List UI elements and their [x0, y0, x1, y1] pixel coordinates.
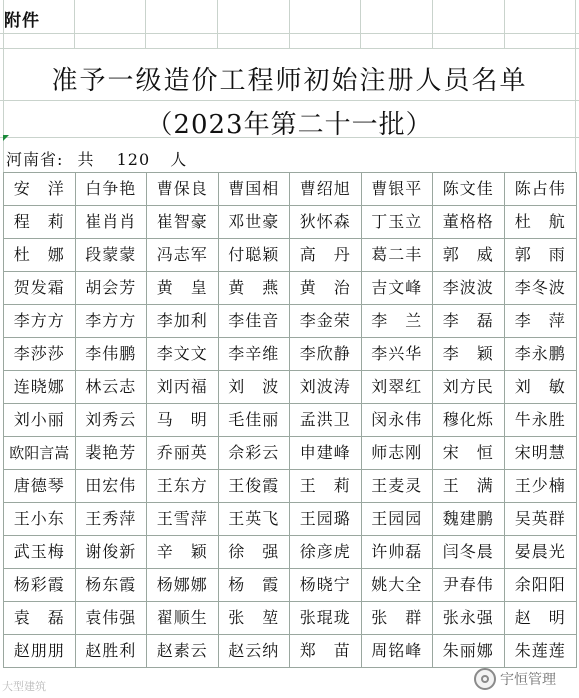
- name-cell[interactable]: 刘 波: [219, 371, 291, 404]
- name-cell[interactable]: 王英飞: [219, 503, 291, 536]
- table-row: [4, 602, 577, 635]
- name-cell[interactable]: 林云志: [76, 371, 148, 404]
- name-cell[interactable]: 朱莲莲: [505, 635, 578, 668]
- name-cell[interactable]: 吉文峰: [362, 272, 434, 305]
- name-cell[interactable]: 徐彦虎: [290, 536, 362, 569]
- name-cell[interactable]: 王俊霞: [219, 470, 291, 503]
- name-cell[interactable]: 穆化烁: [433, 404, 505, 437]
- name-cell[interactable]: 田宏伟: [76, 470, 148, 503]
- name-cell[interactable]: 赵胜利: [76, 635, 148, 668]
- total-count: 120: [116, 150, 151, 169]
- name-cell[interactable]: 李 颖: [433, 338, 505, 371]
- name-cell[interactable]: 武玉梅: [4, 536, 76, 569]
- name-cell[interactable]: 赵云纳: [219, 635, 291, 668]
- name-cell[interactable]: 黄 燕: [219, 272, 291, 305]
- name-cell[interactable]: 毛佳丽: [219, 404, 291, 437]
- name-cell[interactable]: 李文文: [147, 338, 219, 371]
- name-cell[interactable]: 李 兰: [362, 305, 434, 338]
- grid-line: [0, 33, 579, 34]
- grid-line: [145, 0, 146, 48]
- name-cell[interactable]: 翟顺生: [147, 602, 219, 635]
- name-cell[interactable]: 李佳音: [219, 305, 291, 338]
- table-row: [4, 338, 577, 371]
- table-row: [4, 272, 577, 305]
- name-cell[interactable]: 李辛维: [219, 338, 291, 371]
- name-cell[interactable]: 邓世豪: [219, 206, 291, 239]
- name-cell[interactable]: 李 磊: [433, 305, 505, 338]
- name-cell[interactable]: 杨彩霞: [4, 569, 76, 602]
- name-cell[interactable]: 李永鹏: [505, 338, 578, 371]
- name-cell[interactable]: 刘丙福: [147, 371, 219, 404]
- count-summary: [6, 147, 195, 170]
- name-cell[interactable]: 杨晓宁: [290, 569, 362, 602]
- table-row: [4, 437, 577, 470]
- name-cell[interactable]: 姚大全: [362, 569, 434, 602]
- name-cell[interactable]: 赵 明: [505, 602, 578, 635]
- name-cell[interactable]: 朱丽娜: [433, 635, 505, 668]
- province-label: 河南省:: [6, 150, 64, 169]
- name-cell[interactable]: 许帅磊: [362, 536, 434, 569]
- watermark-left: 大型建筑: [2, 680, 46, 693]
- name-cell[interactable]: 杜 娜: [4, 239, 76, 272]
- name-cell[interactable]: 崔智豪: [147, 206, 219, 239]
- table-row: [4, 404, 577, 437]
- name-cell[interactable]: 赵素云: [147, 635, 219, 668]
- name-cell[interactable]: 辛 颖: [147, 536, 219, 569]
- name-cell[interactable]: 高 丹: [290, 239, 362, 272]
- name-cell[interactable]: 师志刚: [362, 437, 434, 470]
- table-row: [4, 173, 577, 206]
- name-cell[interactable]: 黄 治: [290, 272, 362, 305]
- name-cell[interactable]: 白争艳: [76, 173, 148, 206]
- name-cell[interactable]: 李加利: [147, 305, 219, 338]
- name-cell[interactable]: 徐 强: [219, 536, 291, 569]
- name-cell[interactable]: 余阳阳: [505, 569, 578, 602]
- name-cell[interactable]: 张琨珑: [290, 602, 362, 635]
- name-cell[interactable]: 尹春伟: [433, 569, 505, 602]
- table-row: [4, 503, 577, 536]
- name-cell[interactable]: 李欣静: [290, 338, 362, 371]
- wechat-logo-icon: [474, 668, 496, 690]
- name-cell[interactable]: 杜 航: [505, 206, 578, 239]
- name-cell[interactable]: 王少楠: [505, 470, 578, 503]
- name-cell[interactable]: 王东方: [147, 470, 219, 503]
- name-cell[interactable]: 裴艳芳: [76, 437, 148, 470]
- table-row: [4, 206, 577, 239]
- name-cell[interactable]: 曹银平: [362, 173, 434, 206]
- name-cell[interactable]: 李莎莎: [4, 338, 76, 371]
- name-cell[interactable]: 佘彩云: [219, 437, 291, 470]
- grid-line: [0, 48, 579, 49]
- name-cell[interactable]: 宋 恒: [433, 437, 505, 470]
- name-cell[interactable]: 李 萍: [505, 305, 578, 338]
- name-cell[interactable]: 郭 雨: [505, 239, 578, 272]
- name-cell[interactable]: 李冬波: [505, 272, 578, 305]
- name-cell[interactable]: 李兴华: [362, 338, 434, 371]
- name-cell[interactable]: 贺发霜: [4, 272, 76, 305]
- name-cell[interactable]: 丁玉立: [362, 206, 434, 239]
- page-subtitle: （2023年第二十一批）: [146, 110, 433, 140]
- total-prefix: 共: [77, 150, 95, 169]
- name-cell[interactable]: 赵朋朋: [4, 635, 76, 668]
- table-row: [4, 470, 577, 503]
- name-cell[interactable]: 袁 磊: [4, 602, 76, 635]
- name-cell[interactable]: 王雪萍: [147, 503, 219, 536]
- name-cell[interactable]: 王 莉: [290, 470, 362, 503]
- table-row: [4, 305, 577, 338]
- name-cell[interactable]: 杨东霞: [76, 569, 148, 602]
- grid-line: [432, 0, 433, 48]
- name-cell[interactable]: 曹保良: [147, 173, 219, 206]
- name-cell[interactable]: 崔肖肖: [76, 206, 148, 239]
- table-row: [4, 536, 577, 569]
- name-cell[interactable]: 闫冬晨: [433, 536, 505, 569]
- name-cell[interactable]: 谢俊新: [76, 536, 148, 569]
- name-cell[interactable]: 刘小丽: [4, 404, 76, 437]
- name-cell[interactable]: 狄怀森: [290, 206, 362, 239]
- name-cell[interactable]: 周铭峰: [362, 635, 434, 668]
- name-cell[interactable]: 安 洋: [4, 173, 76, 206]
- name-cell[interactable]: 申建峰: [290, 437, 362, 470]
- name-cell[interactable]: 晏晨光: [505, 536, 578, 569]
- name-cell[interactable]: 牛永胜: [505, 404, 578, 437]
- name-cell[interactable]: 刘秀云: [76, 404, 148, 437]
- grid-line: [217, 0, 218, 48]
- name-cell[interactable]: 董格格: [433, 206, 505, 239]
- name-cell[interactable]: 李波波: [433, 272, 505, 305]
- name-cell[interactable]: 李方方: [4, 305, 76, 338]
- name-cell[interactable]: 王秀萍: [76, 503, 148, 536]
- name-cell[interactable]: 乔丽英: [147, 437, 219, 470]
- name-cell[interactable]: 王 满: [433, 470, 505, 503]
- grid-line: [74, 0, 75, 48]
- name-cell[interactable]: 王园园: [362, 503, 434, 536]
- name-cell[interactable]: 杨娜娜: [147, 569, 219, 602]
- watermark-right-text: 宇恒管理: [500, 672, 556, 688]
- grid-line: [0, 100, 579, 101]
- name-cell[interactable]: 张 群: [362, 602, 434, 635]
- name-cell[interactable]: 张永强: [433, 602, 505, 635]
- table-row: [4, 569, 577, 602]
- name-cell[interactable]: 袁伟强: [76, 602, 148, 635]
- name-table: [3, 172, 577, 668]
- name-cell[interactable]: 付聪颖: [219, 239, 291, 272]
- name-cell[interactable]: 郭 威: [433, 239, 505, 272]
- grid-line: [504, 0, 505, 48]
- name-cell[interactable]: 李伟鹏: [76, 338, 148, 371]
- name-cell[interactable]: 陈占伟: [505, 173, 578, 206]
- name-cell[interactable]: 黄 皇: [147, 272, 219, 305]
- name-cell[interactable]: 王园璐: [290, 503, 362, 536]
- name-cell[interactable]: 连晓娜: [4, 371, 76, 404]
- name-cell[interactable]: 杨 霞: [219, 569, 291, 602]
- page-title: 准予一级造价工程师初始注册人员名单: [51, 66, 528, 96]
- name-cell[interactable]: 刘方民: [433, 371, 505, 404]
- name-cell[interactable]: 陈文佳: [433, 173, 505, 206]
- name-cell[interactable]: 郑 苗: [290, 635, 362, 668]
- name-cell[interactable]: 曹国相: [219, 173, 291, 206]
- name-cell[interactable]: 闵永伟: [362, 404, 434, 437]
- name-cell[interactable]: 李金荣: [290, 305, 362, 338]
- name-cell[interactable]: 段蒙蒙: [76, 239, 148, 272]
- name-cell[interactable]: 刘 敏: [505, 371, 578, 404]
- name-cell[interactable]: 王小东: [4, 503, 76, 536]
- name-cell[interactable]: 马 明: [147, 404, 219, 437]
- table-row: [4, 239, 577, 272]
- name-cell[interactable]: 宋明慧: [505, 437, 578, 470]
- name-cell[interactable]: 曹绍旭: [290, 173, 362, 206]
- table-row: [4, 371, 577, 404]
- watermark-right: [474, 666, 556, 692]
- name-cell[interactable]: 张 堃: [219, 602, 291, 635]
- name-cell[interactable]: 刘翠红: [362, 371, 434, 404]
- name-cell[interactable]: 刘波涛: [290, 371, 362, 404]
- name-cell[interactable]: 魏建鹏: [433, 503, 505, 536]
- name-cell[interactable]: 冯志军: [147, 239, 219, 272]
- table-row: [4, 635, 577, 668]
- grid-line: [360, 0, 361, 48]
- name-cell[interactable]: 唐德琴: [4, 470, 76, 503]
- cell-comment-marker: [3, 135, 9, 141]
- name-cell[interactable]: 程 莉: [4, 206, 76, 239]
- name-cell[interactable]: 葛二丰: [362, 239, 434, 272]
- grid-line: [289, 0, 290, 48]
- name-cell[interactable]: 孟洪卫: [290, 404, 362, 437]
- name-cell[interactable]: 王麦灵: [362, 470, 434, 503]
- name-cell[interactable]: 李方方: [76, 305, 148, 338]
- attachment-label: 附件: [4, 11, 40, 31]
- name-cell[interactable]: 胡会芳: [76, 272, 148, 305]
- name-cell[interactable]: 欧阳言嵩: [4, 437, 76, 470]
- total-unit: 人: [170, 150, 188, 169]
- name-cell[interactable]: 吴英群: [505, 503, 578, 536]
